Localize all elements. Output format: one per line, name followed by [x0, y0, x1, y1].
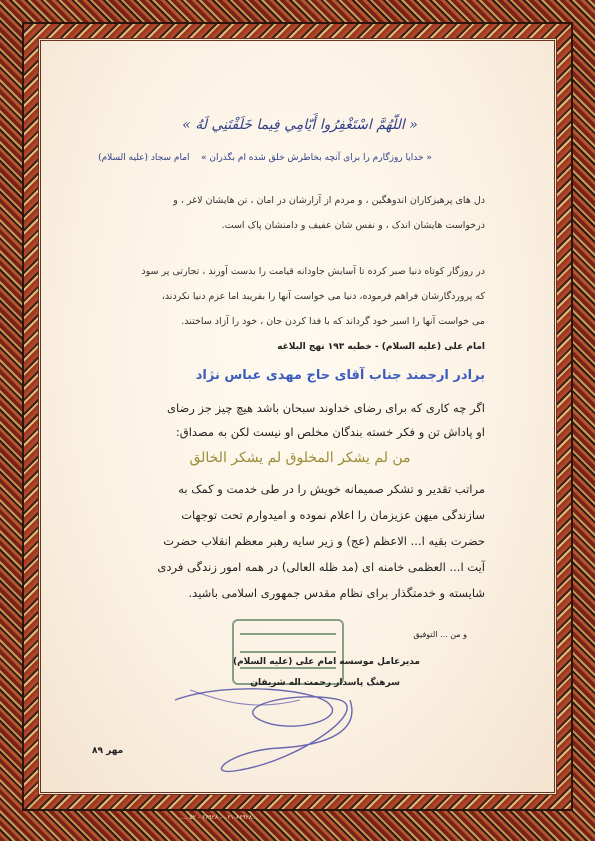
nahj-line-1: دل های پرهیزکاران اندوهگین ، و مردم از آزارشان در امان ، تن هایشان لاغر ، و — [173, 195, 485, 206]
hadith-quote: من لم یشکر المخلوق لم یشکر الخالق — [189, 450, 411, 466]
quran-verse: « اللّهُمَّ اسْتَغْفِرُوا أَيّامِي فِيما خَلَقْتَنِي لَهُ » — [182, 117, 418, 133]
nahj-line-5: می خواست آنها را اسیر خود گرداند که با فدا کردن جان ، خود را آزاد ساختند. — [181, 316, 485, 327]
body-line-4: سازندگی میهن عزیزمان را اعلام نموده و امیدوارم تحت توجهات — [181, 508, 485, 522]
signatory-name: سرهنگ پاسدار رحمت اله شریفان — [250, 678, 400, 688]
closing-phrase: و من ... التوفیق — [413, 630, 467, 639]
body-line-7: شایسته و خدمتگذار برای نظام مقدس جمهوری اسلامی باشید. — [188, 586, 485, 600]
nahj-source: امام علی (علیه السلام) - خطبه ۱۹۳ نهج البلاغه — [277, 342, 485, 352]
nahj-line-3: در روزگار کوتاه دنیا صبر کرده تا آسایش جاودانه قیامت را بدست آورند ، تجارتی پر سود — [141, 266, 485, 277]
body-line-3: مراتب تقدیر و تشکر صمیمانه خویش را در طی خدمت و کمک به — [178, 482, 485, 496]
signatory-title: مدیرعامل موسسه امام علی (علیه السلام) — [232, 657, 420, 667]
nahj-line-4: که پروردگارشان فراهم فرموده، دنیا می خواست آنها را بفریبد اما عزم دنیا نکردند، — [161, 291, 485, 302]
date: مهر ۸۹ — [92, 746, 124, 756]
recipient-heading: برادر ارجمند جناب آقای حاج مهدی عباس نژاد — [195, 368, 485, 383]
footer-text: ...۰۲۱-۶۶۹۲۸ - ۶۶۹۲۸ - ۵۲ .... — [180, 814, 258, 821]
body-line-5: حضرت بقیه ا... الاعظم (عج) و زیر سایه رهبر معظم انقلاب حضرت — [163, 534, 485, 548]
dua-translation: « خدایا روزگارم را برای آنچه بخاطرش خلق شده ام بگذران » — [200, 153, 432, 163]
body-line-6: آیت ا... العظمی خامنه ای (مد ظله العالی) در همه امور زندگی فردی — [157, 560, 485, 574]
dua-attribution: امام سجاد (علیه السلام) — [98, 153, 190, 163]
nahj-line-2: درخواست هایشان اندک ، و نفس شان عفیف و دامنشان پاک است. — [221, 220, 485, 231]
body-line-2: او پاداش تن و فکر خسته بندگان مخلص او نیست لکن به مصداق: — [175, 425, 485, 439]
body-line-1: اگر چه کاری که برای رضای خداوند سبحان باشد هیچ چیز جز رضای — [166, 401, 485, 415]
